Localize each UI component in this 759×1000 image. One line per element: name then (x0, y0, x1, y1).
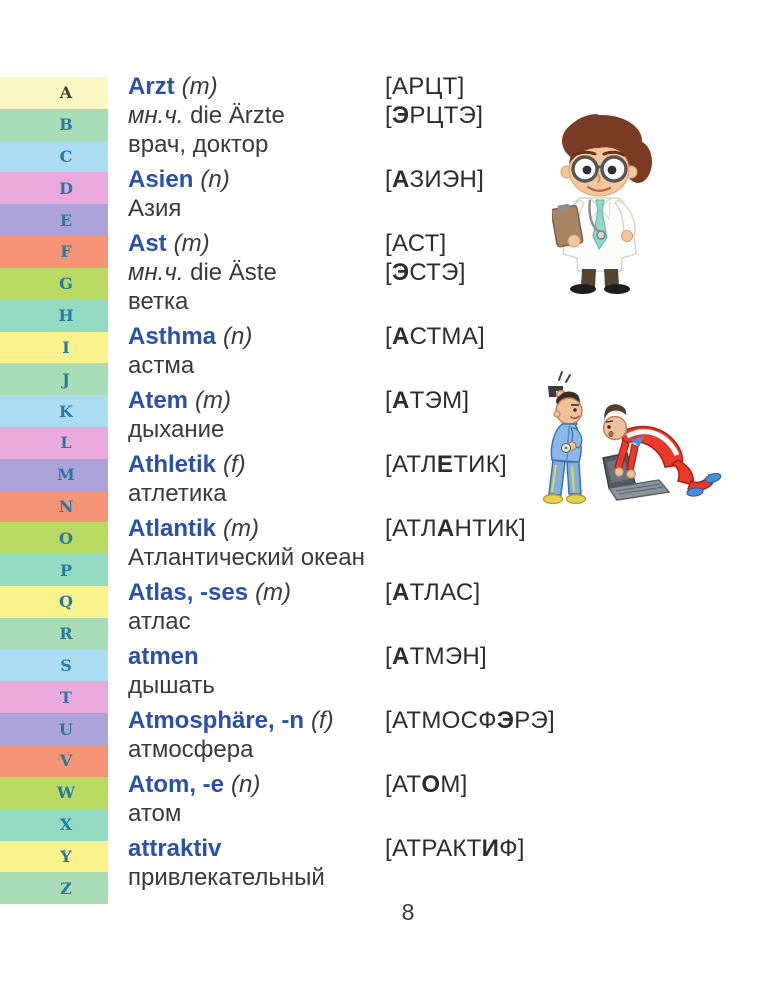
alphabet-tab-v (0, 745, 108, 777)
alphabet-tab-u (0, 713, 108, 745)
transcription: [АТЛЕТИК] (385, 451, 507, 478)
dictionary-entry (128, 578, 746, 636)
alphabet-tab-p (0, 554, 108, 586)
plural-form: die Äste (183, 259, 277, 286)
entry-head-line (128, 834, 746, 863)
german-word: Athletik (128, 451, 217, 478)
alphabet-sidebar (0, 77, 108, 904)
alphabet-tab-r (0, 618, 108, 650)
translation-line (128, 671, 746, 700)
translation-line (128, 799, 746, 828)
alphabet-letter: I (62, 337, 70, 357)
gender-label: (m) (173, 230, 210, 257)
german-word: Asien (128, 166, 194, 193)
alphabet-tab-i (0, 332, 108, 364)
alphabet-tab-o (0, 522, 108, 554)
alphabet-letter: P (59, 560, 73, 580)
entry-head-line (128, 322, 746, 351)
alphabet-tab-t (0, 681, 108, 713)
alphabet-letter: Y (60, 846, 72, 866)
gender-label: (m) (223, 515, 259, 542)
gender-label: (m) (195, 387, 231, 414)
entry-head-cell (128, 229, 385, 258)
alphabet-tab-e (0, 204, 108, 236)
alphabet-letter: S (60, 656, 72, 676)
page-number: 8 (401, 899, 415, 925)
doctor-illustration (552, 108, 660, 296)
translation-line (128, 735, 746, 764)
translation-line (128, 543, 746, 572)
transcription: [АСТМА] (385, 323, 485, 350)
translation-line (128, 863, 746, 892)
alphabet-tab-x (0, 809, 108, 841)
alphabet-tab-b (0, 109, 108, 141)
alphabet-tab-f (0, 236, 108, 268)
entry-head-cell (128, 578, 385, 607)
alphabet-tab-c (0, 141, 108, 173)
entry-head-cell (128, 642, 385, 671)
alphabet-letter: J (62, 369, 70, 389)
doctor-body (552, 198, 636, 294)
transcription: [АСТ] (385, 230, 447, 257)
alphabet-letter: D (59, 178, 73, 198)
alphabet-tab-n (0, 491, 108, 523)
german-word: Asthma (128, 323, 217, 350)
alphabet-letter: X (59, 815, 73, 835)
transcription: [АТМЭН] (385, 643, 488, 670)
plural-cell (128, 101, 385, 130)
alphabet-tab-m (0, 459, 108, 491)
russian-translation: Атлантический океан (128, 544, 365, 571)
coach-blue (544, 372, 586, 504)
transcription: [АТРАКТИФ] (385, 835, 525, 862)
alphabet-tab-q (0, 586, 108, 618)
plural-transcription: [ЭСТЭ] (385, 259, 466, 286)
alphabet-tab-g (0, 268, 108, 300)
alphabet-letter: L (60, 433, 72, 453)
german-word: Atom, -e (128, 771, 224, 798)
laptop (603, 453, 669, 500)
gender-label: (n) (223, 323, 253, 350)
transcription: [АТЭМ] (385, 387, 470, 414)
alphabet-letter: U (59, 719, 73, 739)
alphabet-tab-h (0, 300, 108, 332)
dictionary-entry (128, 514, 746, 572)
russian-translation: врач, доктор (128, 131, 269, 158)
alphabet-letter: T (60, 687, 72, 707)
entry-head-cell (128, 165, 385, 194)
russian-translation: дыхание (128, 416, 225, 443)
alphabet-letter: M (57, 465, 75, 485)
alphabet-letter: W (57, 783, 75, 803)
entry-head-line (128, 642, 746, 671)
german-word: Arzt (128, 73, 175, 100)
german-word: Ast (128, 230, 167, 257)
alphabet-tab-j (0, 363, 108, 395)
alphabet-tab-s (0, 650, 108, 682)
alphabet-letter: B (59, 115, 73, 135)
alphabet-letter: C (59, 147, 73, 167)
alphabet-letter: H (58, 306, 74, 326)
alphabet-letter: E (59, 210, 73, 230)
alphabet-tab-w (0, 777, 108, 809)
russian-translation: привлекательный (128, 864, 325, 891)
alphabet-letter: Q (59, 592, 73, 612)
transcription: [АТЛАНТИК] (385, 515, 526, 542)
alphabet-letter: V (59, 751, 73, 771)
gender-label: (f) (311, 707, 334, 734)
german-word: Atlantik (128, 515, 217, 542)
alphabet-tab-k (0, 395, 108, 427)
entry-head-cell (128, 72, 385, 101)
transcription: [АРЦТ] (385, 73, 465, 100)
dictionary-entry (128, 834, 746, 892)
plural-form: die Ärzte (183, 102, 285, 129)
entry-head-line (128, 706, 746, 735)
alphabet-letter: O (59, 528, 73, 548)
entry-head-line (128, 770, 746, 799)
entry-head-line (128, 578, 746, 607)
russian-translation: атом (128, 800, 182, 827)
entry-head-cell (128, 514, 385, 543)
russian-translation: Азия (128, 195, 182, 222)
german-word: Atem (128, 387, 189, 414)
transcription: [АТОМ] (385, 771, 468, 798)
german-word: atmen (128, 643, 199, 670)
alphabet-tab-l (0, 427, 108, 459)
russian-translation: атмосфера (128, 736, 254, 763)
russian-translation: дышать (128, 672, 215, 699)
entry-head-cell (128, 834, 385, 863)
alphabet-letter: A (59, 83, 73, 103)
alphabet-letter: G (59, 274, 73, 294)
dictionary-entry (128, 642, 746, 700)
gender-label: (f) (223, 451, 246, 478)
entry-head-line (128, 72, 746, 101)
transcription: [АТЛАС] (385, 579, 481, 606)
translation-line (128, 607, 746, 636)
dictionary-entry (128, 706, 746, 764)
plural-cell (128, 258, 385, 287)
plural-transcription: [ЭРЦТЭ] (385, 102, 484, 129)
transcription: [АТМОСФЭРЭ] (385, 707, 556, 734)
russian-translation: атлетика (128, 480, 227, 507)
entry-head-cell (128, 770, 385, 799)
russian-translation: ветка (128, 288, 189, 315)
entry-head-line (128, 514, 746, 543)
gender-label: (m) (181, 73, 218, 100)
alphabet-tab-d (0, 172, 108, 204)
alphabet-tab-a (0, 77, 108, 109)
german-word: Atlas, -ses (128, 579, 249, 606)
russian-translation: астма (128, 352, 195, 379)
german-word: attraktiv (128, 835, 222, 862)
german-word: Atmosphäre, -n (128, 707, 305, 734)
alphabet-tab-z (0, 872, 108, 904)
russian-translation: атлас (128, 608, 191, 635)
alphabet-letter: Z (60, 878, 72, 898)
gender-label: (n) (231, 771, 261, 798)
transcription: [АЗИЭН] (385, 166, 485, 193)
dictionary-entry (128, 770, 746, 828)
entry-head-cell (128, 450, 385, 479)
plural-label: мн.ч. (128, 259, 184, 286)
entry-head-cell (128, 706, 385, 735)
alphabet-letter: R (59, 624, 73, 644)
entry-head-cell (128, 386, 385, 415)
gender-label: (n) (200, 166, 230, 193)
alphabet-letter: K (59, 401, 73, 421)
athletes-illustration (515, 362, 730, 510)
gender-label: (m) (255, 579, 292, 606)
plural-label: мн.ч. (128, 102, 184, 129)
alphabet-letter: F (60, 242, 72, 262)
alphabet-letter: N (58, 496, 74, 516)
entry-head-cell (128, 322, 385, 351)
alphabet-tab-y (0, 841, 108, 873)
